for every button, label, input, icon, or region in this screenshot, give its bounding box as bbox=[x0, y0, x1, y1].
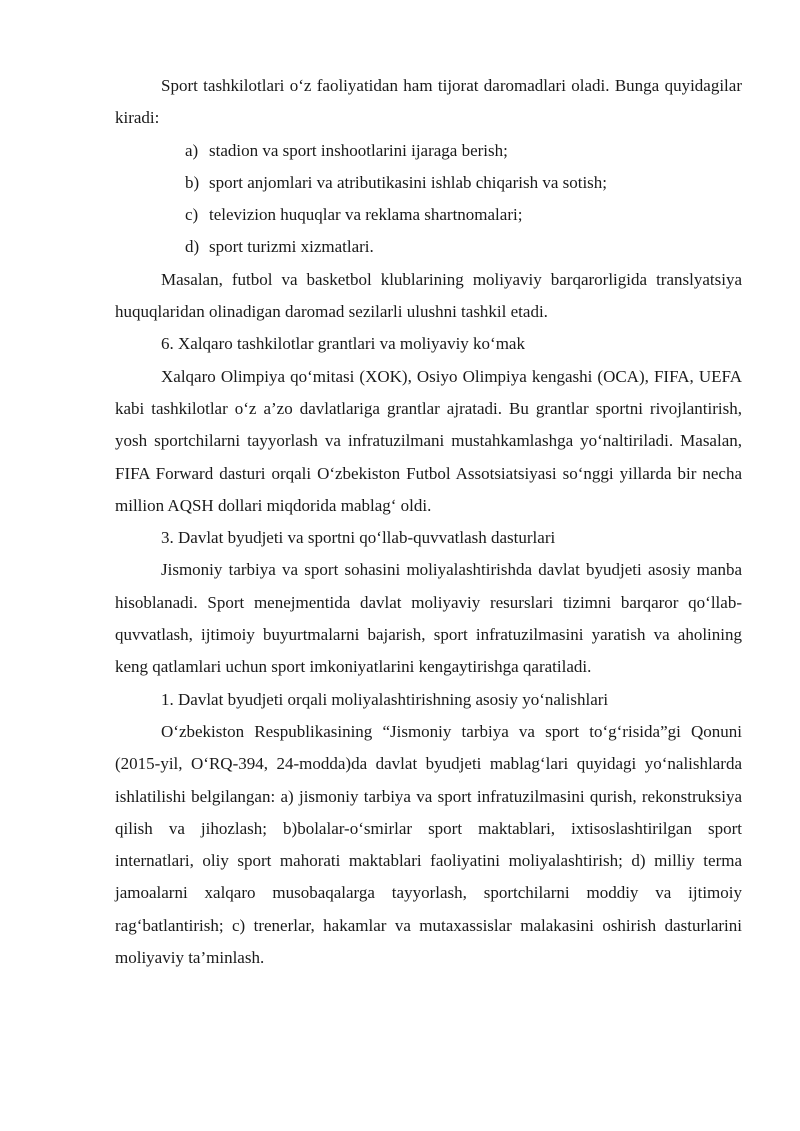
list-item-text: televizion huquqlar va reklama shartnomalari; bbox=[209, 205, 523, 225]
list-marker: d) bbox=[185, 237, 200, 257]
list-item bbox=[115, 231, 742, 263]
section-heading: 3. Davlat byudjeti va sportni qo‘llab-quvvatlash dasturlari bbox=[161, 528, 556, 548]
budget-paragraph: Jismoniy tarbiya va sport sohasini moliyalashtirishda davlat byudjeti asosiy manba hisoblanadi. Sport menejmentida davlat moliyaviy resurslari tizimni barqaror qo‘llab-quvvatlash, ijtimoiy buyurtmalarni bajarish, sport infratuzilmasini yaratish va aholining keng qatlamlari uchun sport imkoniyatlarini kengaytirishga qaratiladi. bbox=[115, 560, 742, 677]
list-item bbox=[115, 199, 742, 231]
law-paragraph: O‘zbekiston Respublikasining “Jismoniy tarbiya va sport to‘g‘risida”gi Qonuni (2015-yil, O‘RQ-394, 24-modda)da davlat byudjeti mablag‘lari quyidagi yo‘nalishlarda ishlatilishi belgilangan: a) jismoniy tarbiya va sport infratuzilmasini qurish, rekonstruksiya qilish va jihozlash; b)bolalar-o‘smirlar sport maktablari, ixtisoslashtirilgan sport internatlari, oliy sport mahorati maktablari faoliyatini moliyalashtirish; d) milliy terma jamoalarni xalqaro musobaqalarga tayyorlash, sportchilarni moddiy va ijtimoiy rag‘batlantirish; c) trenerlar, hakamlar va mutaxassislar malakasini oshirish dasturlarini moliyaviy ta’minlash. bbox=[115, 721, 742, 968]
list-item bbox=[115, 167, 742, 199]
list-item bbox=[115, 135, 742, 167]
list-item-text: stadion va sport inshootlarini ijaraga berish; bbox=[209, 140, 508, 160]
list-item-text: sport turizmi xizmatlari. bbox=[209, 237, 374, 257]
section-heading: 6. Xalqaro tashkilotlar grantlari va moliyaviy ko‘mak bbox=[161, 334, 525, 354]
list-item-text: sport anjomlari va atributikasini ishlab chiqarish va sotish; bbox=[209, 172, 608, 192]
list-marker: b) bbox=[185, 172, 200, 192]
list-marker: c) bbox=[185, 205, 199, 225]
example-paragraph: Masalan, futbol va basketbol klublarining moliyaviy barqarorligida translyatsiya huquqlaridan olinadigan daromad sezilarli ulushni tashkil etadi. bbox=[115, 269, 742, 322]
revenue-list bbox=[115, 135, 742, 264]
section-heading: 1. Davlat byudjeti orqali moliyalashtirishning asosiy yo‘nalishlari bbox=[161, 689, 609, 709]
list-marker: a) bbox=[185, 140, 199, 160]
document-page bbox=[115, 70, 742, 974]
international-paragraph: Xalqaro Olimpiya qo‘mitasi (XOK), Osiyo Olimpiya kengashi (OCA), FIFA, UEFA kabi tashkilotlar o‘z a’zo davlatlariga grantlar ajratadi. Bu grantlar sportni rivojlantirish, yosh sportchilarni tayyorlash va infratuzilmani mustahkamlashga yo‘naltiriladi. Masalan, FIFA Forward dasturi orqali O‘zbekiston Futbol Assotsiatsiyasi so‘nggi yillarda bir necha million AQSH dollari miqdorida mablag‘ oldi. bbox=[115, 366, 742, 515]
intro-paragraph: Sport tashkilotlari o‘z faoliyatidan ham tijorat daromadlari oladi. Bunga quyidagilar kiradi: bbox=[115, 76, 742, 128]
